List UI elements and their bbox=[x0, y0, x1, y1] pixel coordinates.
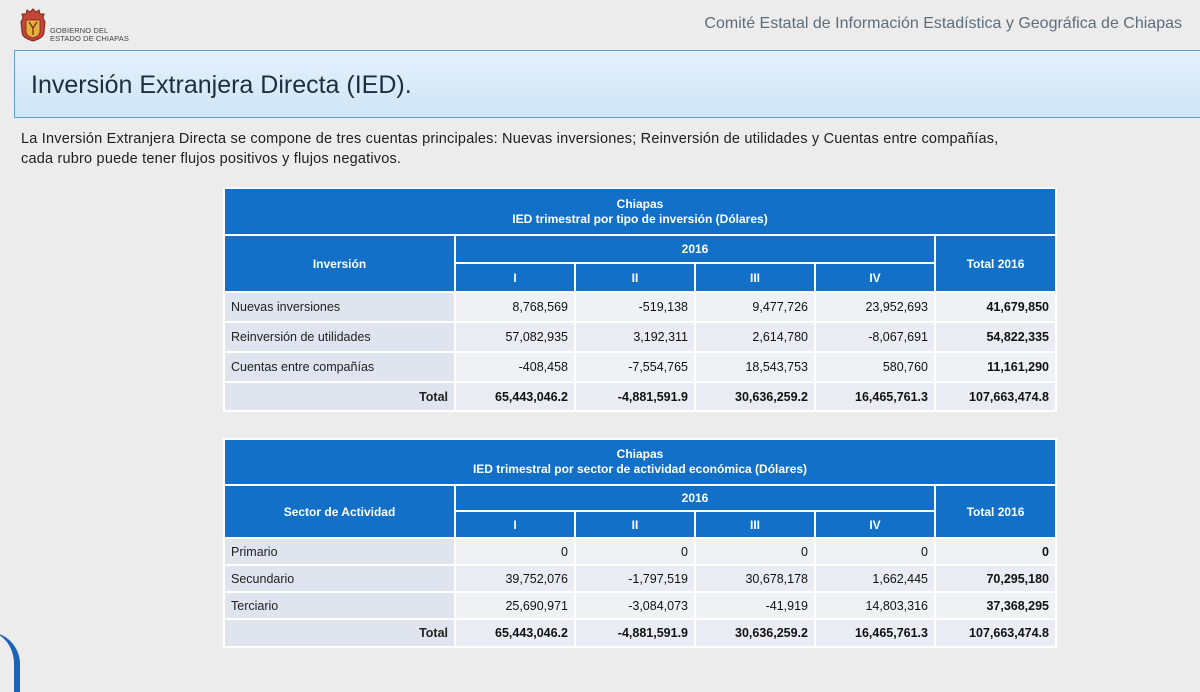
cell-value: 2,614,780 bbox=[695, 322, 815, 352]
cell-value: 0 bbox=[455, 538, 575, 565]
row-header: Sector de Actividad bbox=[224, 485, 455, 538]
cell-value: -41,919 bbox=[695, 592, 815, 619]
cell-value: 16,465,761.3 bbox=[815, 619, 935, 647]
table-row bbox=[224, 592, 1056, 619]
chiapas-coat-of-arms-icon bbox=[20, 8, 46, 42]
total-row bbox=[224, 619, 1056, 647]
row-total: 54,822,335 bbox=[935, 322, 1056, 352]
grand-total: 107,663,474.8 bbox=[935, 382, 1056, 411]
cell-value: 39,752,076 bbox=[455, 565, 575, 592]
cell-value: 25,690,971 bbox=[455, 592, 575, 619]
cell-value: 18,543,753 bbox=[695, 352, 815, 382]
cell-value: 0 bbox=[695, 538, 815, 565]
year-header: 2016 bbox=[455, 485, 935, 511]
quarter-header: III bbox=[695, 511, 815, 538]
intro-paragraph bbox=[21, 129, 1200, 169]
quarter-header: II bbox=[575, 263, 695, 292]
cell-value: 65,443,046.2 bbox=[455, 382, 575, 411]
cell-value: 57,082,935 bbox=[455, 322, 575, 352]
cell-value: 14,803,316 bbox=[815, 592, 935, 619]
row-label: Reinversión de utilidades bbox=[224, 322, 455, 352]
slide-corner-decoration bbox=[0, 632, 20, 692]
cell-value: 65,443,046.2 bbox=[455, 619, 575, 647]
organization-name: Comité Estatal de Información Estadística y Geográfica de Chiapas bbox=[704, 15, 1182, 32]
row-total: 70,295,180 bbox=[935, 565, 1056, 592]
cell-value: -408,458 bbox=[455, 352, 575, 382]
row-label: Nuevas inversiones bbox=[224, 292, 455, 322]
quarter-header: II bbox=[575, 511, 695, 538]
row-label: Primario bbox=[224, 538, 455, 565]
table-row bbox=[224, 322, 1056, 352]
year-header: 2016 bbox=[455, 235, 935, 263]
cell-value: 30,678,178 bbox=[695, 565, 815, 592]
cell-value: -1,797,519 bbox=[575, 565, 695, 592]
table-row bbox=[224, 538, 1056, 565]
total-row-label: Total bbox=[224, 382, 455, 411]
quarter-header: III bbox=[695, 263, 815, 292]
cell-value: 1,662,445 bbox=[815, 565, 935, 592]
cell-value: 580,760 bbox=[815, 352, 935, 382]
cell-value: 9,477,726 bbox=[695, 292, 815, 322]
table-caption: Chiapas IED trimestral por tipo de inversión (Dólares) bbox=[224, 188, 1056, 235]
total-header: Total 2016 bbox=[935, 485, 1056, 538]
cell-value: 23,952,693 bbox=[815, 292, 935, 322]
row-label: Cuentas entre compañías bbox=[224, 352, 455, 382]
intro-line: cada rubro puede tener flujos positivos y flujos negativos. bbox=[21, 151, 402, 167]
investment-type-table bbox=[223, 187, 1057, 412]
row-total: 37,368,295 bbox=[935, 592, 1056, 619]
cell-value: 3,192,311 bbox=[575, 322, 695, 352]
top-header bbox=[0, 0, 1200, 48]
table-row bbox=[224, 565, 1056, 592]
row-label: Secundario bbox=[224, 565, 455, 592]
quarter-header: IV bbox=[815, 263, 935, 292]
row-header: Inversión bbox=[224, 235, 455, 292]
cell-value: -4,881,591.9 bbox=[575, 382, 695, 411]
row-total: 41,679,850 bbox=[935, 292, 1056, 322]
cell-value: -4,881,591.9 bbox=[575, 619, 695, 647]
cell-value: -519,138 bbox=[575, 292, 695, 322]
cell-value: -7,554,765 bbox=[575, 352, 695, 382]
total-row bbox=[224, 382, 1056, 411]
table-row bbox=[224, 292, 1056, 322]
row-total: 11,161,290 bbox=[935, 352, 1056, 382]
cell-value: 30,636,259.2 bbox=[695, 619, 815, 647]
page-title: Inversión Extranjera Directa (IED). bbox=[31, 71, 412, 99]
table-row bbox=[224, 352, 1056, 382]
row-label: Terciario bbox=[224, 592, 455, 619]
cell-value: -8,067,691 bbox=[815, 322, 935, 352]
total-row-label: Total bbox=[224, 619, 455, 647]
government-logo-text: GOBIERNO DEL ESTADO DE CHIAPAS bbox=[50, 26, 129, 43]
row-total: 0 bbox=[935, 538, 1056, 565]
economic-sector-table bbox=[223, 438, 1057, 648]
quarter-header: I bbox=[455, 511, 575, 538]
table-caption: Chiapas IED trimestral por sector de actividad económica (Dólares) bbox=[224, 439, 1056, 485]
title-banner bbox=[14, 50, 1200, 118]
cell-value: 0 bbox=[815, 538, 935, 565]
grand-total: 107,663,474.8 bbox=[935, 619, 1056, 647]
cell-value: 30,636,259.2 bbox=[695, 382, 815, 411]
cell-value: -3,084,073 bbox=[575, 592, 695, 619]
cell-value: 8,768,569 bbox=[455, 292, 575, 322]
quarter-header: I bbox=[455, 263, 575, 292]
quarter-header: IV bbox=[815, 511, 935, 538]
cell-value: 0 bbox=[575, 538, 695, 565]
cell-value: 16,465,761.3 bbox=[815, 382, 935, 411]
total-header: Total 2016 bbox=[935, 235, 1056, 292]
intro-line: La Inversión Extranjera Directa se compone de tres cuentas principales: Nuevas inversiones; Reinversión de utilidades y Cuentas entre compañías, bbox=[21, 131, 999, 147]
